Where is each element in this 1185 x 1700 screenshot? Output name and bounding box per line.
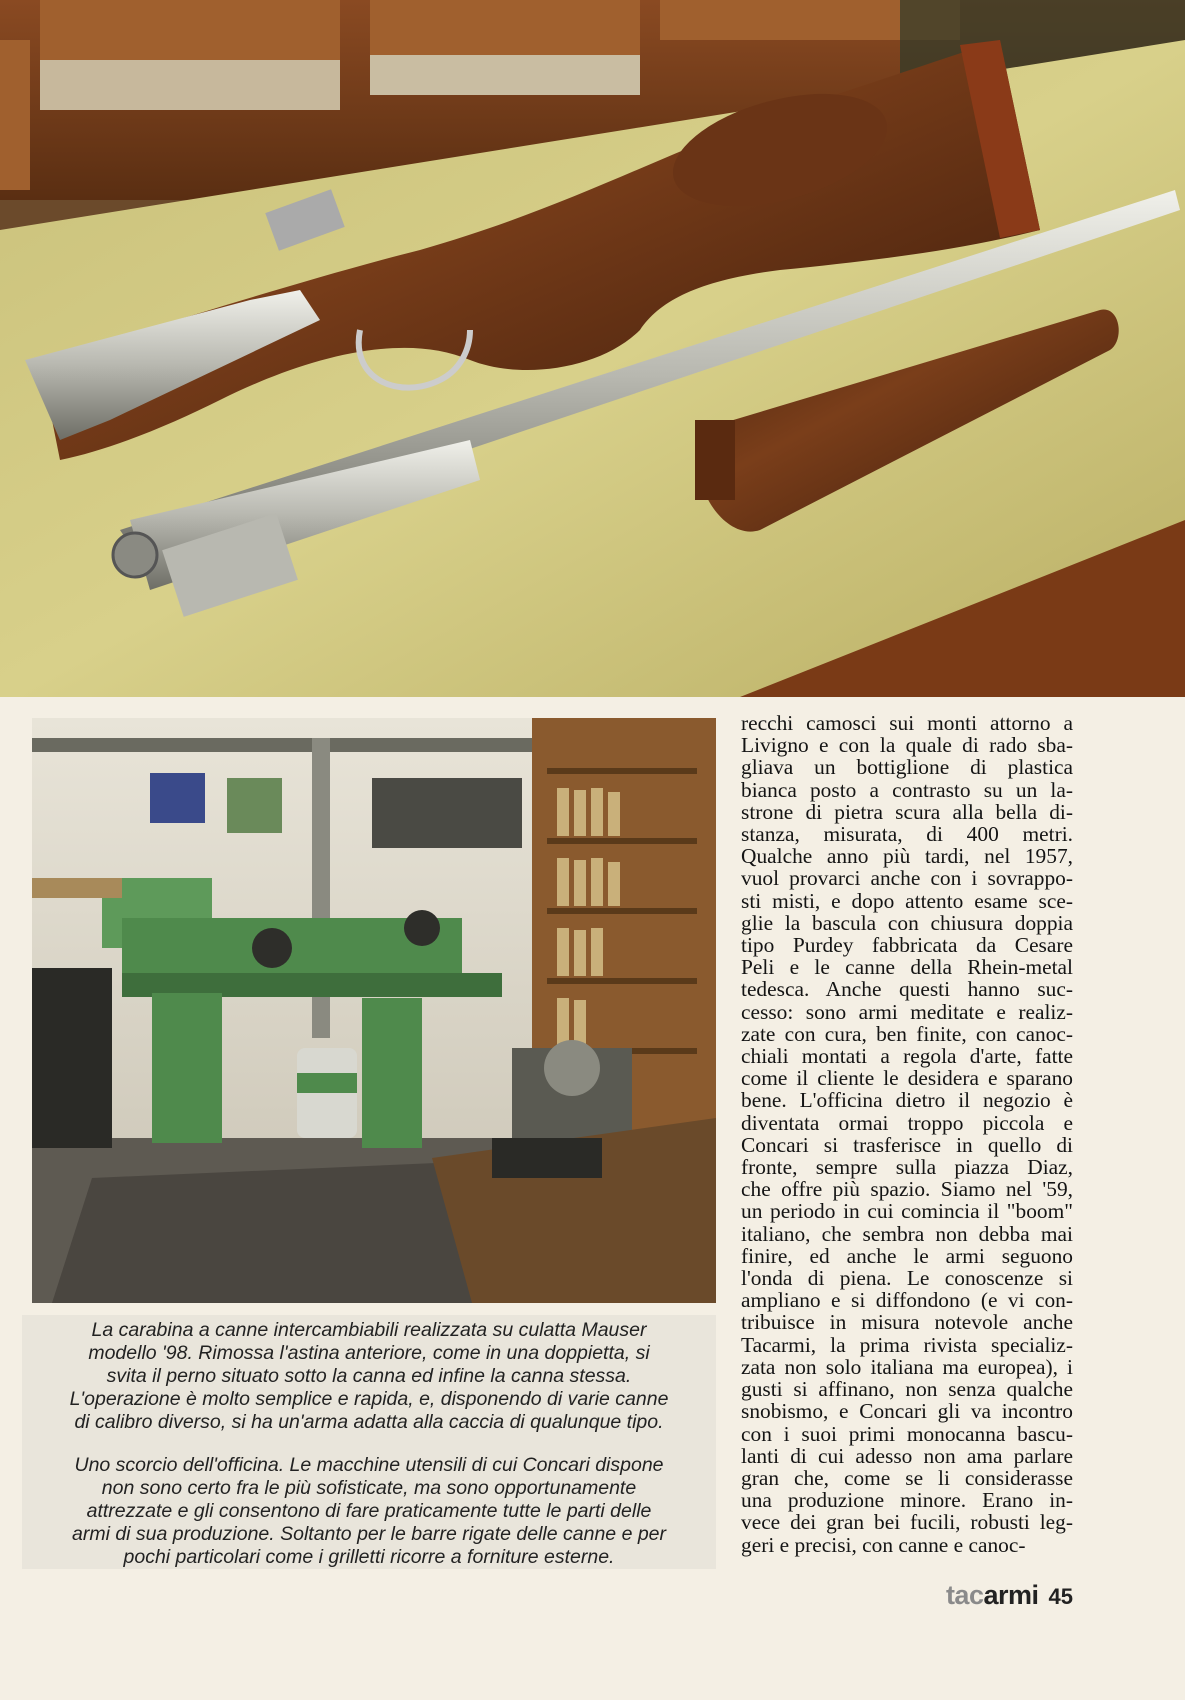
body-text-line: tribuisce in misura notevole anche (741, 1310, 1073, 1335)
body-text-line: snobismo, e Concari gli va incontro (741, 1399, 1073, 1424)
body-text-line: bene. L'officina dietro il negozio è (741, 1088, 1073, 1113)
body-text-line: glie la bascula con chiusura doppia (741, 910, 1073, 935)
rifle-photo (0, 0, 1185, 697)
workshop-photo (32, 718, 716, 1303)
body-text-line: finire, ed anche le armi seguono (741, 1243, 1073, 1268)
body-text-line: tipo Purdey fabbricata da Cesare (741, 933, 1073, 958)
body-text-line: Tacarmi, la prima rivista specializ- (741, 1332, 1073, 1357)
body-text-line: chiali montati a regola d'arte, fatte (741, 1044, 1073, 1069)
article-body-column (741, 712, 1073, 1556)
body-text-line: italiano, che sembra non debba mai (741, 1221, 1073, 1246)
body-text-line: vece dei gran bei fucili, robusti leg- (741, 1510, 1073, 1535)
body-text-line: come il cliente le desidera e sparano (741, 1066, 1073, 1091)
body-text-line: diventata ormai troppo piccola e (741, 1110, 1073, 1135)
magazine-logo: tacarmi (945, 1580, 1039, 1610)
body-text-line: vuol provarci anche con i sovrappo- (741, 866, 1073, 891)
body-text-line: zate con cura, ben finite, con canoc- (741, 1021, 1073, 1046)
body-text-line: Livigno e con la quale di rado sba- (741, 733, 1073, 758)
body-text-line: gliava un bottiglione di plastica (741, 755, 1073, 780)
body-text-line: fronte, sempre sulla piazza Diaz, (741, 1155, 1073, 1180)
page-number: 45 (1048, 1584, 1073, 1609)
page-footer (946, 1580, 1073, 1616)
caption-workshop: Uno scorcio dell'officina. Le macchine utensili di cui Concari dispone non sono certo fra le più sofisticate, ma sono opportunamente attrezzate e gli consentono di fare praticamente tutte le parti delle armi di sua produzione. Soltanto per le barre rigate delle canne e per pochi particolari come i grilletti ricorre a forniture esterne. (71, 1454, 667, 1568)
body-text-line: sti misti, e dopo attento esame sce- (741, 888, 1073, 913)
body-text-line: tedesca. Anche questi hanno suc- (741, 977, 1073, 1002)
body-text-line: Concari si trasferisce in quello di (741, 1132, 1073, 1157)
body-text-line: che offre più spazio. Siamo nel '59, (741, 1177, 1073, 1202)
body-text-line: con i suoi primi monocanna bascu- (741, 1421, 1073, 1446)
body-text-line: cesso: sono armi meditate e realiz- (741, 999, 1073, 1024)
caption-rifle: La carabina a canne intercambiabili realizzata su culatta Mauser modello '98. Rimossa l'astina anteriore, come in una doppietta, si svita il perno situato sotto la canna ed infine la canna stessa. L'operazione è molto semplice e rapida, e, disponendo di varie canne di calibro diverso, si ha un'arma adatta alla caccia di qualunque tipo. (69, 1319, 669, 1433)
photo-captions (22, 1315, 716, 1569)
body-text-line: recchi camosci sui monti attorno a (741, 711, 1073, 735)
body-text-line: Qualche anno più tardi, nel 1957, (741, 844, 1073, 869)
body-text-line: strone di pietra scura alla bella di- (741, 799, 1073, 824)
body-text-line: stanza, misurata, di 400 metri. (741, 822, 1073, 847)
body-text-line: bianca posto a contrasto su un la- (741, 777, 1073, 802)
body-text-line: lanti di cui adesso non ama parlare (741, 1443, 1073, 1468)
body-text-line: geri e precisi, con canne e canoc- (741, 1532, 1026, 1557)
body-text-line: gusti si affinano, non senza qualche (741, 1377, 1073, 1402)
body-text-line: ampliano e si diffondono (e vi con- (741, 1288, 1073, 1313)
body-text-line: l'onda di piena. Le conoscenze si (741, 1266, 1073, 1291)
body-text-line: Peli e le canne della Rhein-metal (741, 955, 1073, 980)
body-text-line: un periodo in cui comincia il "boom" (741, 1199, 1073, 1224)
body-text-line: zata non solo italiana ma europea), i (741, 1354, 1073, 1379)
body-text-line: una produzione minore. Erano in- (741, 1488, 1073, 1513)
body-text-line: gran che, come se li considerasse (741, 1465, 1073, 1490)
